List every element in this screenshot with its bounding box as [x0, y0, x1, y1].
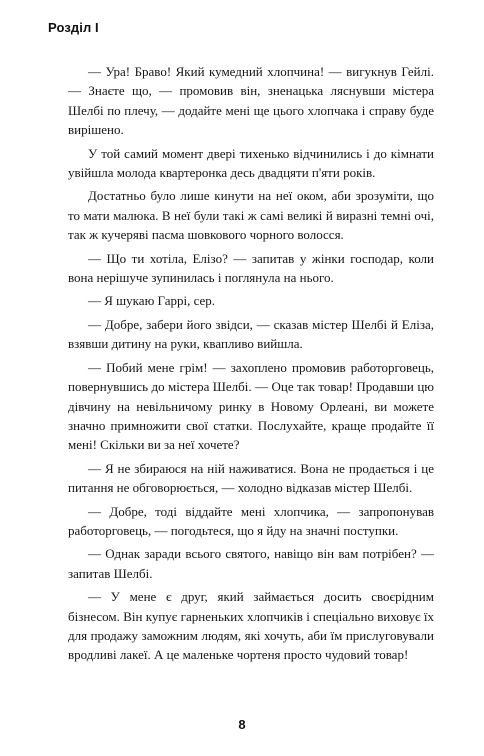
paragraph: — Побий мене грім! — захоплено промовив работорговець, повернувшись до містера Шелбі. — Оце так товар! Продавши цю дівчину на невільничому ринку в Новому Орлеані, ви можете значно примножити свої статки. Послухайте, краще продайте її мені! Скільки ви за неї хочете?	[68, 359, 434, 453]
body-text	[68, 62, 434, 669]
paragraph: — Що ти хотіла, Елізо? — запитав у жінки господар, коли вона нерішуче зупинилась і поглянула на нього.	[68, 250, 434, 286]
page-number: 8	[238, 717, 246, 732]
paragraph: — Однак заради всього святого, навіщо він вам потрібен? — запитав Шелбі.	[68, 546, 434, 581]
paragraph: — Я шукаю Гаррі, сер.	[88, 293, 216, 309]
chapter-running-head: Розділ I	[48, 20, 99, 35]
paragraph: Достатньо було лише кинути на неї оком, аби зрозуміти, що то мати малюка. В неї були такі ж самі великі й виразні темні очі, так ж кучеряві пасма шовкового чорного волосся.	[68, 188, 434, 243]
paragraph: — Я не збираюся на ній наживатися. Вона не продається і це питання не обговорюється, — холодно відказав містер Шелбі.	[68, 460, 434, 496]
paragraph: — Добре, тоді віддайте мені хлопчика, — запропонував работорговець, — погодьтеся, що я йду на значні поступки.	[68, 503, 434, 538]
paragraph: — У мене є друг, який займається досить своєрідним бізнесом. Він купує гарненьких хлопчиків і спеціально виховує їх для продажу заможним людям, які хочуть, аби їм прислуговували вродливі лакеї. А це маленьке чортеня просто чудовий товар!	[68, 589, 434, 663]
paragraph: — Добре, забери його звідси, — сказав містер Шелбі й Еліза, взявши дитину на руки, квапливо вийшла.	[68, 316, 434, 352]
paragraph: — Ура! Браво! Який кумедний хлопчина! — вигукнув Гейлі. — Знаєте що, — промовив він, зненацька ляснувши містера Шелбі по плечу, — додайте мені ще цього хлопчака і справу буде вирішено.	[68, 64, 434, 138]
paragraph: У той самий момент двері тихенько відчинились і до кімнати увійшла молода квартеронка десь двадцяти п'яти років.	[68, 145, 434, 181]
